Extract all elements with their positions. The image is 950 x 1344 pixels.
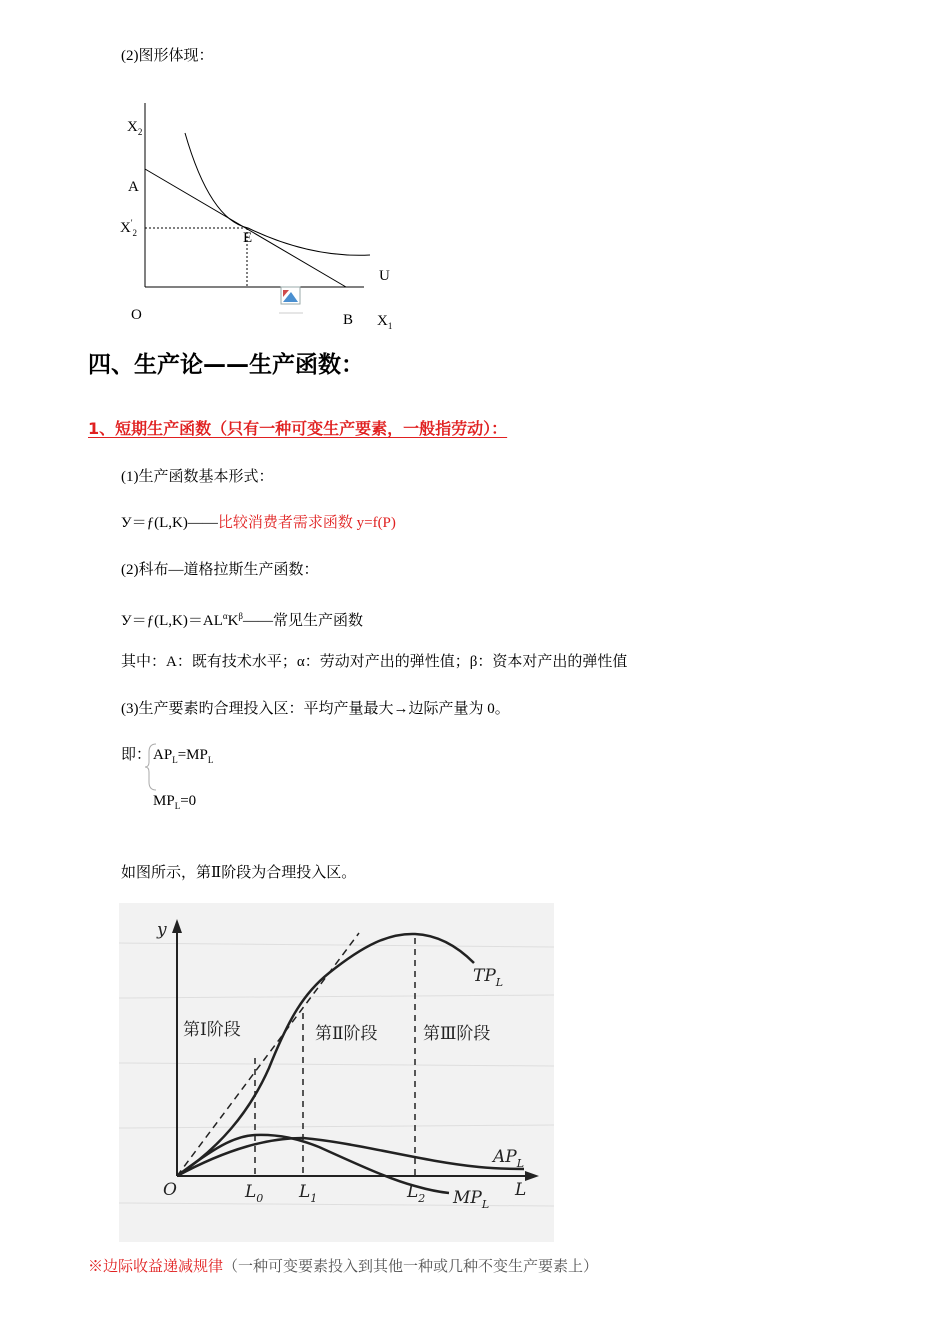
label-x2-prime: $X'_2$ [120, 218, 137, 238]
text-line-6: (3)生产要素旳合理投入区：平均产量最大→边际产量为 0。 [121, 701, 510, 717]
section-title: 四、生产论——生产函数： [88, 352, 364, 378]
g2-label-l1: $L_1$ [299, 1182, 318, 1205]
text-line-5: 其中：A：既有技术水平；α：劳动对产出的弹性值；β：资本对产出的弹性值 [121, 654, 628, 670]
label-b: B [343, 312, 354, 328]
label-u: U [379, 268, 390, 284]
g2-stage3: 第Ⅲ阶段 [423, 1024, 491, 1044]
text-line-7-prefix: 即： [121, 747, 152, 763]
production-stages-diagram [119, 903, 554, 1242]
label-o: O [131, 307, 142, 323]
equation-2: $MP_L=0$ [153, 793, 197, 811]
text-line-4: $У=ƒ(L,K)=AL^\alpha K^\beta——$常见生产函数 [121, 611, 364, 629]
label-e: E [243, 230, 253, 246]
g2-stage1: 第Ⅰ阶段 [183, 1020, 241, 1040]
g2-stage2: 第Ⅱ阶段 [315, 1024, 378, 1044]
g2-x-arrow [525, 1171, 539, 1181]
g2-label-l0: $L_0$ [245, 1182, 264, 1205]
text-line-9: ※边际收益递减规律（一种可变要素投入到其他一种或几种不变生产要素上） [88, 1259, 599, 1275]
text-line-3: (2)科布—道格拉斯生产函数： [121, 562, 319, 578]
label-x1: $X_1$ [377, 313, 393, 331]
g2-label-mp: $MP_L$ [453, 1188, 490, 1211]
text-line-1: (1)生产函数基本形式： [121, 469, 274, 485]
fig1-caption: (2)图形体现： [121, 48, 214, 64]
label-a: A [128, 179, 139, 195]
g2-label-o: O [163, 1180, 177, 1200]
g2-label-ap: $AP_L$ [493, 1147, 525, 1170]
text-line-2: У＝ƒ(L,K)——比较消费者需求函数 y=f(P) [121, 515, 396, 531]
g2-label-y: y [157, 920, 167, 940]
g2-y-arrow [172, 919, 182, 933]
equation-1: $AP_L=MP_L$ [153, 747, 214, 765]
g2-label-l: L [515, 1180, 527, 1200]
g2-ap-curve [177, 1138, 524, 1176]
indifference-curve [185, 133, 370, 255]
indifference-curve-diagram [0, 0, 950, 340]
g2-label-tp: $TP_L$ [473, 966, 504, 989]
subsection-title: 1、短期生产函数（只有一种可变生产要素，一般指劳动）： [88, 419, 508, 438]
text-line-8: 如图所示，第Ⅱ阶段为合理投入区。 [121, 865, 357, 881]
g2-label-l2: $L_2$ [407, 1182, 426, 1205]
label-x2: $X_2$ [127, 119, 143, 137]
broken-image-icon [279, 287, 303, 313]
